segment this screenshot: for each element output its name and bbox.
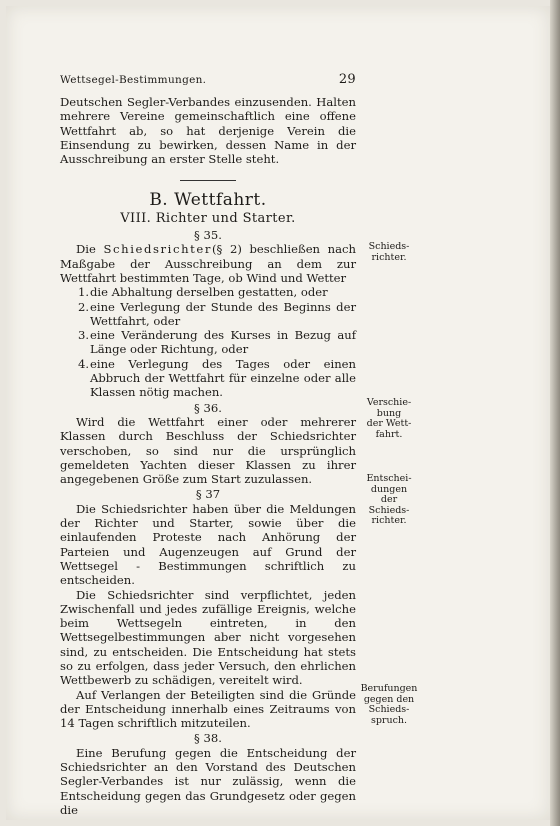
paragraph-38-text: Eine Berufung gegen die Entscheidung der Schiedsrichter an den Vorstand des Deutschen Segler-Verbandes ist nur zulässig, wenn die Entscheidung gegen das Grundgesetz oder gegen die bbox=[60, 745, 356, 817]
list-item-text: die Abhaltung derselben gestatten, oder bbox=[90, 285, 328, 300]
paragraph-number-35: § 35. bbox=[194, 228, 222, 243]
paragraph-37-text-2: Die Schiedsrichter sind verpflichtet, jeden Zwischenfall und jedes zufällige Ereignis, welche beim Wettsegeln eintreten, in den Wettsegelbestimmungen aber nicht vorgesehen sind, zu entscheiden. Die Entscheidung hat stets so zu erfolgen, dass jeder Versuch, den ehrlichen Wettbewerb zu schädigen, vereitelt wird. bbox=[60, 587, 356, 688]
list-item bbox=[60, 357, 356, 400]
list-item-text: eine Verlegung des Tages oder einen Abbruch der Wettfahrt für einzelne oder alle Klassen nötig machen. bbox=[90, 356, 356, 400]
paragraph-number-36: § 36. bbox=[194, 400, 222, 415]
page-number: 29 bbox=[338, 72, 356, 87]
paragraph-35-text bbox=[60, 242, 356, 285]
list-item-number: 1. bbox=[78, 285, 90, 300]
margin-note-schiedsrichter: Schieds- richter. bbox=[368, 241, 410, 263]
margin-note-verschiebung: Verschie- bung der Wett- fahrt. bbox=[366, 397, 412, 440]
list-item-number: 4. bbox=[78, 356, 90, 371]
list-item-text: eine Verlegung der Stunde des Beginns der Wettfahrt, oder bbox=[90, 299, 356, 328]
margin-note-berufungen: Berufungen gegen den Schieds- spruch. bbox=[360, 683, 418, 726]
list-item bbox=[60, 328, 356, 357]
main-text-column bbox=[60, 95, 356, 817]
chapter-title: VIII. Richter und Starter. bbox=[120, 210, 296, 226]
page-edge bbox=[550, 0, 560, 826]
running-title: Wettsegel-Bestimmungen. bbox=[60, 74, 207, 86]
section-title: B. Wettfahrt. bbox=[149, 190, 267, 211]
list-item-number: 3. bbox=[78, 328, 90, 343]
section-divider bbox=[180, 180, 236, 181]
paragraph-35-list bbox=[60, 285, 356, 399]
paragraph-35-lead: Die bbox=[76, 242, 96, 257]
list-item-text: eine Veränderung des Kurses in Bezug auf Länge oder Richtung, oder bbox=[90, 328, 356, 357]
paragraph-number-37: § 37 bbox=[195, 487, 221, 502]
margin-note-entscheidungen: Entschei- dungen der Schieds- richter. bbox=[366, 473, 412, 526]
paragraph-35-rest: (§ 2) beschließen nach Maßgabe der Ausschreibung an dem zur Wettfahrt bestimmten Tage, ob Wind und Wetter bbox=[60, 242, 356, 285]
list-item bbox=[60, 285, 356, 299]
paragraph-36-text: Wird die Wettfahrt einer oder mehrerer Klassen durch Beschluss der Schiedsrichter verschoben, so sind nur die ursprünglich gemeldeten Yachten dieser Klassen zu ihrer angegebenen Größe zum Start zuzulassen. bbox=[60, 414, 356, 487]
intro-paragraph: Deutschen Segler-Verbandes einzusenden. Halten mehrere Vereine gemeinschaftlich eine offene Wettfahrt ab, so hat derjenige Verein die Einsendung zu bewirken, dessen Name in der Ausschreibung an erster Stelle steht. bbox=[60, 95, 356, 167]
paragraph-number-38: § 38. bbox=[194, 731, 222, 746]
list-item bbox=[60, 300, 356, 329]
paragraph-37-text-1: Die Schiedsrichter haben über die Meldungen der Richter und Starter, sowie über die einlaufenden Proteste nach Anhörung der Parteien und Augenzeugen auf Grund der Wettsegel - Bestimmungen schriftlich zu entscheiden. bbox=[60, 501, 356, 588]
paragraph-37-text-3: Auf Verlangen der Beteiligten sind die Gründe der Entscheidung innerhalb eines Zeitraums von 14 Tagen schriftlich mitzuteilen. bbox=[60, 687, 356, 731]
paragraph-35-spaced-word: Schiedsrichter bbox=[103, 242, 213, 257]
list-item-number: 2. bbox=[78, 299, 90, 314]
running-header bbox=[60, 72, 356, 87]
